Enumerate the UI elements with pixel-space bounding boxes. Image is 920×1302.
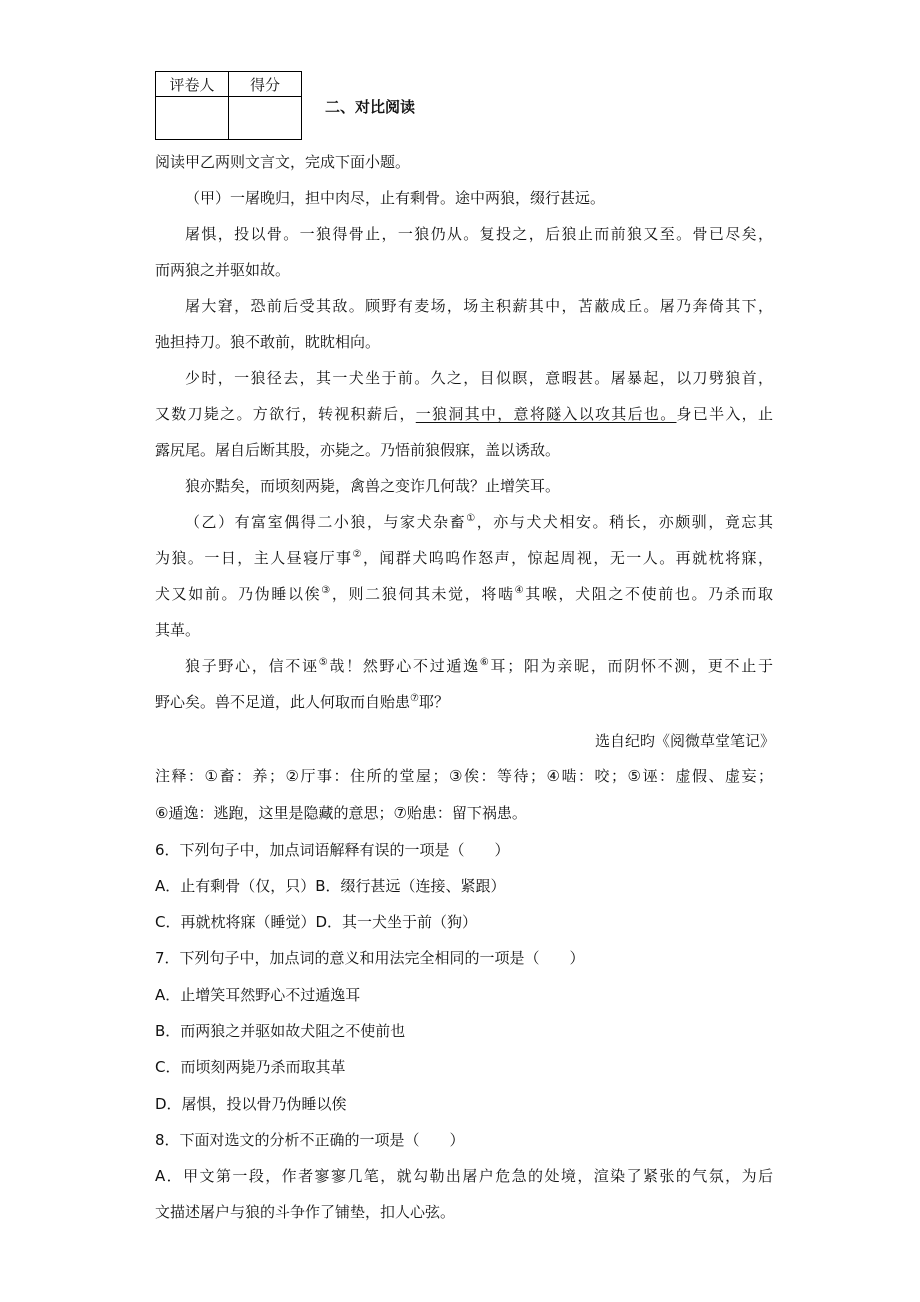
yi-l6 — [155, 692, 449, 712]
source-citation: 选自纪昀《阅微草堂笔记》 — [594, 732, 775, 750]
jia-p4-l1: 少时，一狼径去，其一犬坐于前。久之，目似瞑，意暇甚。屠暴起，以刀劈狼首， — [185, 369, 773, 387]
jia-p4-l2b: 身已半入，止 — [676, 405, 773, 423]
question-8-option-a-l2[interactable]: 文描述屠户与狼的斗争作了铺垫，扣人心弦。 — [155, 1203, 456, 1221]
score-table — [155, 71, 302, 140]
jia-p5: 狼亦黠矣，而顷刻两毙，禽兽之变诈几何哉？止增笑耳。 — [185, 477, 561, 495]
yi-l1b: ，亦与犬犬相安。稍长，亦颇驯，竟忘其 — [476, 513, 773, 531]
jia-p4-underlined-sentence: 一狼洞其中，意将隧入以攻其后也。 — [415, 405, 677, 423]
yi-l5a: 狼子野心，信不诬 — [185, 657, 319, 675]
section-title: 二、对比阅读 — [325, 98, 416, 116]
yi-l1 — [185, 512, 773, 532]
jia-p3-l2: 弛担持刀。狼不敢前，眈眈相向。 — [155, 333, 381, 351]
score-table-score-header: 得分 — [229, 72, 302, 97]
question-6: 6．下列句子中，加点词语解释有误的一项是（ ） — [155, 841, 510, 859]
note-ref-4: ④ — [514, 585, 526, 596]
yi-l6b: 耶？ — [418, 693, 449, 711]
jia-p4-l2 — [155, 404, 773, 424]
yi-l6a: 野心矣。兽不足道，此人何取而自贻患 — [155, 693, 411, 711]
yi-l2b: ，闻群犬呜呜作怒声，惊起周视，无一人。再就枕将寐， — [362, 549, 773, 567]
instruction: 阅读甲乙两则文言文，完成下面小题。 — [155, 153, 411, 171]
question-6-options-cd[interactable]: C．再就枕将寐（睡觉）D．其一犬坐于前（狗） — [155, 913, 478, 931]
yi-l3b: ，则二狼伺其未觉，将啮 — [331, 585, 515, 603]
question-6-options-ab[interactable]: A．止有剩骨（仅，只）B．缀行甚远（连接、紧跟） — [155, 877, 506, 895]
question-7: 7．下列句子中，加点词的意义和用法完全相同的一项是（ ） — [155, 949, 585, 967]
yi-l4: 其革。 — [155, 621, 201, 639]
note-ref-2: ② — [352, 549, 363, 560]
yi-l3c: 其喉，犬阻之不使前也。乃杀而取 — [525, 585, 773, 603]
jia-p1: （甲）一屠晚归，担中肉尽，止有剩骨。途中两狼，缀行甚远。 — [185, 189, 606, 207]
question-7-option-a[interactable]: A．止增笑耳然野心不过遁逸耳 — [155, 986, 361, 1004]
question-7-option-b[interactable]: B．而两狼之并驱如故犬阻之不使前也 — [155, 1022, 406, 1040]
question-8: 8．下面对选文的分析不正确的一项是（ ） — [155, 1131, 465, 1149]
note-ref-7: ⑦ — [410, 693, 419, 704]
yi-l3a: 犬又如前。乃伪睡以俟 — [155, 585, 322, 603]
yi-l5b: 哉！然野心不过遁逸 — [329, 657, 480, 675]
yi-l5 — [185, 656, 773, 676]
notes-l2: ⑥遁逸：逃跑，这里是隐藏的意思；⑦贻患：留下祸患。 — [155, 804, 527, 822]
notes-l1: 注释：①畜：养；②厅事：住所的堂屋；③俟：等待；④啮：咬；⑤诬：虚假、虚妄； — [155, 767, 773, 785]
jia-p2-l1: 屠惧，投以骨。一狼得骨止，一狼仍从。复投之，后狼止而前狼又至。骨已尽矣， — [185, 225, 773, 243]
yi-l3 — [155, 584, 773, 604]
question-7-option-d[interactable]: D．屠惧，投以骨乃伪睡以俟 — [155, 1095, 347, 1113]
yi-l2a: 为狼。一日，主人昼寝厅事 — [155, 549, 353, 567]
yi-l5c: 耳；阳为亲昵，而阴怀不测，更不止于 — [490, 657, 773, 675]
note-ref-6: ⑥ — [479, 657, 491, 668]
question-7-option-c[interactable]: C．而顷刻两毙乃杀而取其革 — [155, 1058, 346, 1076]
jia-p4-l3: 露尻尾。屠自后断其股，亦毙之。乃悟前狼假寐，盖以诱敌。 — [155, 441, 561, 459]
note-ref-5: ⑤ — [318, 657, 330, 668]
note-ref-1: ① — [466, 513, 477, 524]
jia-p2-l2: 而两狼之并驱如故。 — [155, 261, 291, 279]
score-table-grader-header: 评卷人 — [156, 72, 229, 97]
yi-l1a: （乙）有富室偶得二小狼，与家犬杂畜 — [185, 513, 467, 531]
jia-p4-l2a: 又数刀毙之。方欲行，转视积薪后， — [155, 405, 416, 423]
score-table-grader-cell[interactable] — [156, 97, 229, 140]
jia-p3-l1: 屠大窘，恐前后受其敌。顾野有麦场，场主积薪其中，苫蔽成丘。屠乃奔倚其下， — [185, 297, 773, 315]
score-table-score-cell[interactable] — [229, 97, 302, 140]
question-8-option-a-l1[interactable]: A．甲文第一段，作者寥寥几笔，就勾勒出屠户危急的处境，渲染了紧张的气氛，为后 — [155, 1167, 773, 1185]
note-ref-3: ③ — [321, 585, 332, 596]
yi-l2 — [155, 548, 773, 568]
